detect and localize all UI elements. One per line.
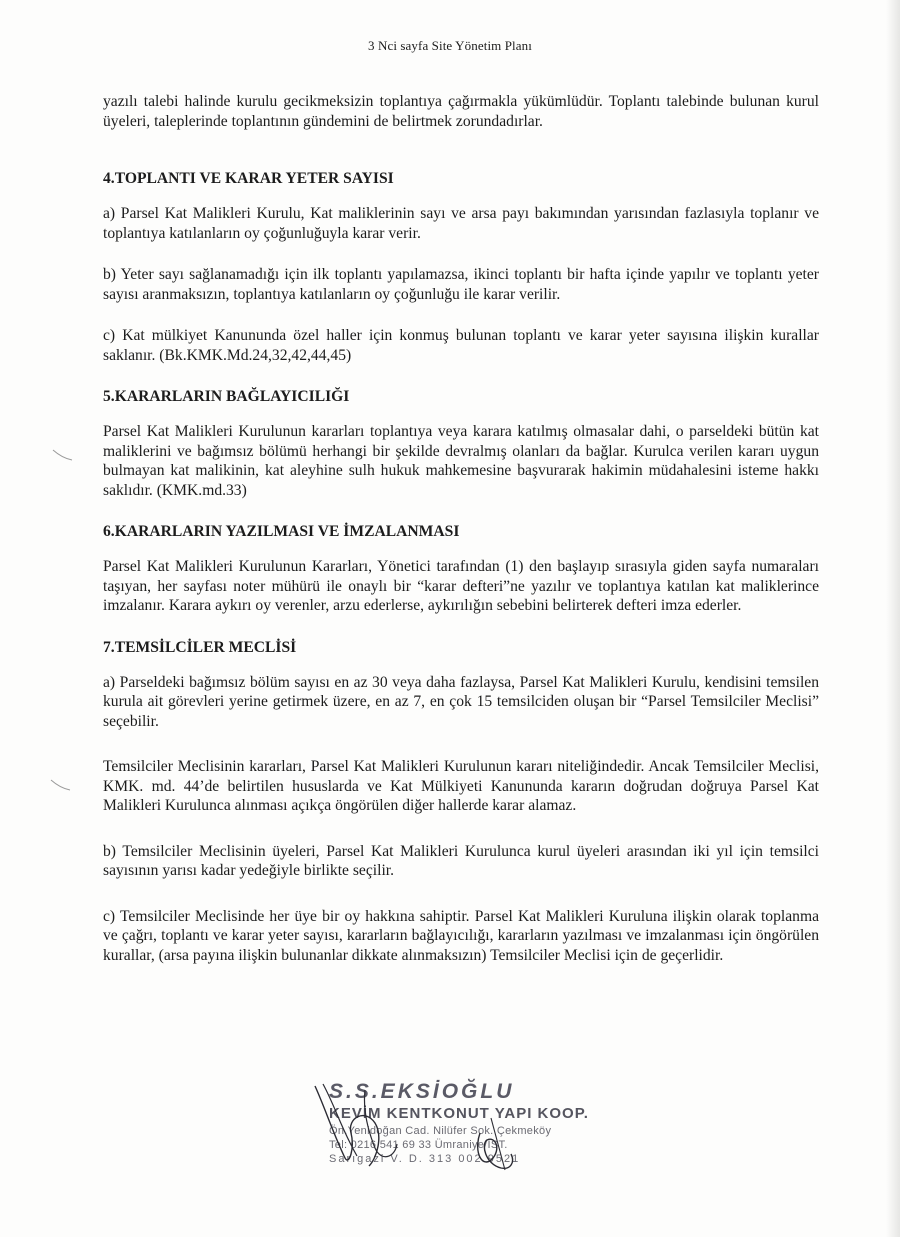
section-paragraph: b) Temsilciler Meclisinin üyeleri, Parsel Kat Malikleri Kurulunca kurul üyeleri arasından iki yıl için temsilci sayısının yarısı kadar yedeğiyle birlikte seçilir. (103, 842, 819, 879)
stamp-line: Ön.Yenidoğan Cad. Nilüfer Sok. Çekmeköy (329, 1125, 552, 1137)
section-paragraph: Parsel Kat Malikleri Kurulunun Kararları, Yönetici tarafından (1) den başlayıp sırasıyla giden sayfa numaraları taşıyan, her sayfası noter mühürü ile onaylı bir “karar defteri”ne yazılır ve toplantıya katılan kat maliklerince imzalanır. Karara aykırı oy verenler, arzu ederlerse, aykırılığın sebebini belirterek defteri imza ederler. (103, 558, 819, 614)
section-heading: 4.TOPLANTI VE KARAR YETER SAYISI (103, 170, 394, 187)
section-paragraph: Parsel Kat Malikleri Kurulunun kararları toplantıya veya karara katılmış olmasalar dahi, o parseldeki bütün kat maliklerini ve bağımsız bölümü herhangi bir şekilde devralmış olanları da bağlar. Kurulca verilen kararı uygun bulmayan kat malikinin, kat aleyhine sulh hukuk mahkemesine başvurarak hakimin müdahalesini isteme hakkı saklıdır. (KMK.md.33) (103, 423, 819, 499)
page-edge-shadow (886, 0, 900, 1237)
handwritten-signature (305, 1078, 565, 1173)
stamp-line: KEVİM KENTKONUT YAPI KOOP. (329, 1105, 589, 1122)
section-heading: 7.TEMSİLCİLER MECLİSİ (103, 638, 297, 656)
scan-mark (52, 448, 74, 462)
section-heading: 6.KARARLARIN YAZILMASI VE İMZALANMASI (103, 523, 460, 540)
section-heading: 5.KARARLARIN BAĞLAYICILIĞI (103, 388, 350, 405)
section-paragraph: c) Kat mülkiyet Kanununda özel haller için konmuş bulunan toplantı ve karar yeter sayısına ilişkin kurallar saklanır. (Bk.KMK.Md.24,32,42,44,45) (103, 327, 819, 364)
scan-mark (50, 778, 72, 792)
stamp-line: S.S.EKSİOĞLU (329, 1080, 515, 1103)
cooperative-stamp (305, 1078, 589, 1173)
section-paragraph: Temsilciler Meclisinin kararları, Parsel Kat Malikleri Kurulunun kararı niteliğindedir. Ancak Temsilciler Meclisi, KMK. md. 44’de belirtilen hususlarda ve Kat Mülkiyeti Kanununda kararın doğrudan doğruya Parsel Kat Malikleri Kurulunca alınması açıkça öngörülen diğer hallerde karar alamaz. (103, 758, 819, 814)
section-paragraph: b) Yeter sayı sağlanamadığı için ilk toplantı yapılamazsa, ikinci toplantı bir hafta içinde yapılır ve toplantı yeter sayısı aranmaksızın, toplantıya katılanların oy çoğunluğu ile karar verilir. (103, 266, 819, 303)
page-header: 3 Nci sayfa Site Yönetim Planı (368, 38, 532, 53)
stamp-line: Sarıgazi V. D. 313 002 9521 (329, 1153, 521, 1165)
section-paragraph: a) Parseldeki bağımsız bölüm sayısı en az 30 veya daha fazlaysa, Parsel Kat Malikleri Kurulu, kendisini temsilen kurula ait görevleri yerine getirmek üzere, en az 7, en çok 15 temsilciden oluşan bir “Parsel Temsilciler Meclisi” seçebilir. (103, 673, 819, 730)
section-paragraph: a) Parsel Kat Malikleri Kurulu, Kat maliklerinin sayı ve arsa payı bakımından yarısından fazlasıyla toplanır ve toplantıya katılanların oy çoğunluğuyla karar verir. (103, 205, 819, 242)
stamp-line: Tel: 0216 541 69 33 Ümraniye/İST. (329, 1139, 508, 1151)
intro-paragraph: yazılı talebi halinde kurulu gecikmeksizin toplantıya çağırmakla yükümlüdür. Toplantı talebinde bulunan kurul üyeleri, taleplerinde toplantının gündemini de belirtmek zorundadırlar. (103, 93, 819, 130)
document-body (103, 92, 819, 965)
section-paragraph: c) Temsilciler Meclisinde her üye bir oy hakkına sahiptir. Parsel Kat Malikleri Kuruluna ilişkin olarak toplanma ve çağrı, toplantı ve karar yeter sayısı, kararların bağlayıcılığı, kararların yazılması ve imzalanması için öngörülen kurallar, (arsa payına ilişkin bulunanlar dikkate alınmaksızın) Temsilciler Meclisi için de geçerlidir. (103, 907, 819, 964)
